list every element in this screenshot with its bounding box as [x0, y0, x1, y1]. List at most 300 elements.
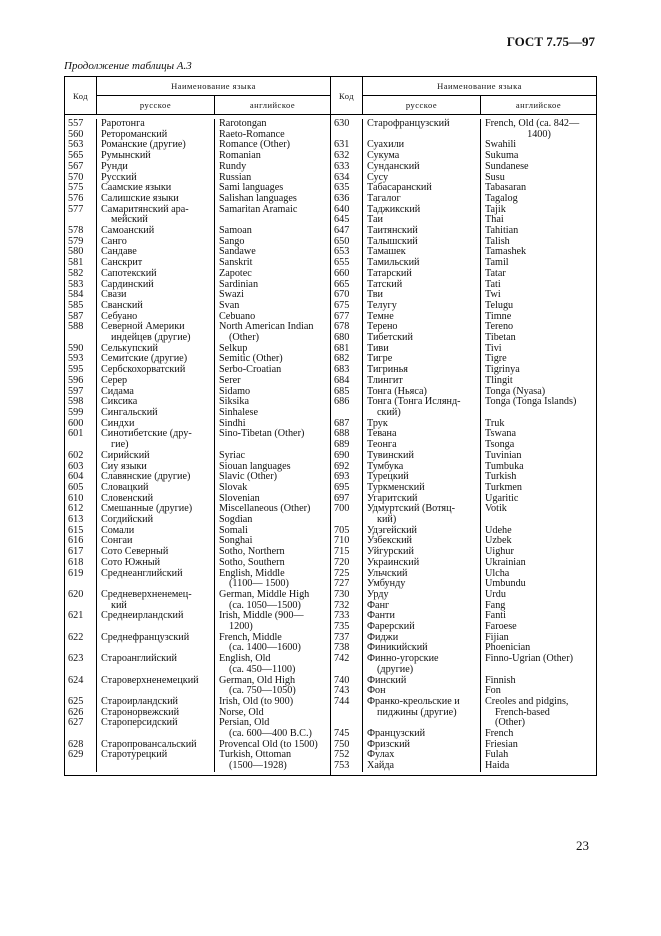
- language-name-russian: Теонга: [362, 440, 481, 451]
- language-name-russian: Фризский: [362, 740, 481, 751]
- language-code: 744: [334, 695, 350, 707]
- language-code: 750: [334, 738, 350, 750]
- language-name-english: Persian, Old: [214, 718, 331, 729]
- language-code: 636: [334, 192, 350, 204]
- language-name-english: Slovak: [214, 483, 331, 494]
- language-name-russian: Хайда: [362, 761, 481, 772]
- language-code: 617: [68, 546, 84, 558]
- language-name-russian: Словенский: [96, 494, 215, 505]
- language-name-english: Siouan languages: [214, 462, 331, 473]
- language-name-english: Tahitian: [480, 226, 597, 237]
- language-code: 580: [68, 246, 84, 258]
- language-name-russian: [96, 761, 215, 772]
- language-name-english: Irish, Old (to 900): [214, 697, 331, 708]
- language-name-russian: Свази: [96, 290, 215, 301]
- language-code: 686: [334, 396, 350, 408]
- language-code: 705: [334, 524, 350, 536]
- language-name-english: Serbo-Croatian: [214, 365, 331, 376]
- language-name-english: 1400): [480, 130, 597, 141]
- language-code: 742: [334, 653, 350, 665]
- language-name-russian: Тигринья: [362, 365, 481, 376]
- language-name-english: Cebuano: [214, 312, 331, 323]
- language-name-english: Sango: [214, 237, 331, 248]
- language-name-english: Sardinian: [214, 280, 331, 291]
- language-name-english: Umbundu: [480, 579, 597, 590]
- language-code: 579: [68, 235, 84, 247]
- language-code: 590: [68, 342, 84, 354]
- language-name-russian: Раротонга: [96, 119, 215, 130]
- language-name-russian: индейцев (другие): [96, 333, 215, 344]
- language-name-english: English, Middle: [214, 569, 331, 580]
- language-name-english: Ulcha: [480, 569, 597, 580]
- language-code: 597: [68, 385, 84, 397]
- language-name-russian: Самаритянский ара-: [96, 205, 215, 216]
- language-name-english: (Other): [214, 333, 331, 344]
- language-name-english: Sanskrit: [214, 258, 331, 269]
- language-code: 738: [334, 642, 350, 654]
- language-code: 623: [68, 653, 84, 665]
- language-name-russian: Средневерхненемец-: [96, 590, 215, 601]
- language-code: 752: [334, 749, 350, 761]
- language-name-russian: Салишские языки: [96, 194, 215, 205]
- language-name-english: Turkish: [480, 472, 597, 483]
- language-name-english: (ca. 450—1100): [214, 665, 331, 676]
- language-name-russian: Удэгейский: [362, 526, 481, 537]
- language-name-russian: Таи: [362, 215, 481, 226]
- language-name-russian: Суахили: [362, 140, 481, 151]
- language-code: 653: [334, 246, 350, 258]
- language-code: 683: [334, 364, 350, 376]
- language-code: 626: [68, 706, 84, 718]
- language-code: 715: [334, 546, 350, 558]
- language-name-russian: мейский: [96, 215, 215, 226]
- language-name-russian: Ульчский: [362, 569, 481, 580]
- language-name-russian: Табасаранский: [362, 183, 481, 194]
- language-name-russian: Сванский: [96, 301, 215, 312]
- language-name-russian: Смешанные (другие): [96, 504, 215, 515]
- language-name-english: Ukrainian: [480, 558, 597, 569]
- language-code: 682: [334, 353, 350, 365]
- language-name-english: Tabasaran: [480, 183, 597, 194]
- language-name-russian: Терено: [362, 322, 481, 333]
- language-name-english: Siksika: [214, 397, 331, 408]
- language-name-russian: Русский: [96, 173, 215, 184]
- language-code: 588: [68, 321, 84, 333]
- language-name-english: French-based: [480, 708, 597, 719]
- language-name-russian: Санскрит: [96, 258, 215, 269]
- language-name-english: Fulah: [480, 750, 597, 761]
- language-name-russian: Сусу: [362, 173, 481, 184]
- language-name-english: Tamil: [480, 258, 597, 269]
- language-name-russian: Романские (другие): [96, 140, 215, 151]
- language-code: 587: [68, 310, 84, 322]
- language-name-russian: Узбекский: [362, 536, 481, 547]
- language-name-russian: Финский: [362, 676, 481, 687]
- language-code: 585: [68, 299, 84, 311]
- language-name-russian: (другие): [362, 665, 481, 676]
- language-name-russian: Финикийский: [362, 643, 481, 654]
- language-name-english: Sandawe: [214, 247, 331, 258]
- language-code: 692: [334, 460, 350, 472]
- language-name-english: Norse, Old: [214, 708, 331, 719]
- language-name-english: Tivi: [480, 344, 597, 355]
- language-name-russian: Рунди: [96, 162, 215, 173]
- language-name-russian: Тамашек: [362, 247, 481, 258]
- language-name-russian: Тонга (Ньяса): [362, 387, 481, 398]
- language-code: 619: [68, 567, 84, 579]
- language-name-english: Syriac: [214, 451, 331, 462]
- language-name-russian: Староирландский: [96, 697, 215, 708]
- language-name-english: Tati: [480, 280, 597, 291]
- language-name-english: Sundanese: [480, 162, 597, 173]
- table-continuation-caption: Продолжение таблицы А.3: [64, 60, 192, 72]
- language-name-english: Rarotongan: [214, 119, 331, 130]
- language-code: [65, 665, 97, 676]
- language-name-russian: Фанг: [362, 601, 481, 612]
- language-name-english: Sidamo: [214, 387, 331, 398]
- language-code: 697: [334, 492, 350, 504]
- language-code: 743: [334, 685, 350, 697]
- language-code: 745: [334, 728, 350, 740]
- language-code: 677: [334, 310, 350, 322]
- language-name-english: Tigre: [480, 354, 597, 365]
- language-name-russian: ский): [362, 408, 481, 419]
- language-name-english: Miscellaneous (Other): [214, 504, 331, 515]
- language-name-english: Sami languages: [214, 183, 331, 194]
- language-name-russian: Удмуртский (Вотяц-: [362, 504, 481, 515]
- language-code: 689: [334, 439, 350, 451]
- language-name-russian: Северной Америки: [96, 322, 215, 333]
- language-name-russian: Фарерский: [362, 622, 481, 633]
- language-code: 610: [68, 492, 84, 504]
- language-name-russian: Таджикский: [362, 205, 481, 216]
- language-name-russian: Саамские языки: [96, 183, 215, 194]
- russian-column-header-right: русское: [363, 96, 481, 115]
- language-code: 625: [68, 695, 84, 707]
- language-name-english: Tswana: [480, 429, 597, 440]
- language-code: 613: [68, 514, 84, 526]
- language-name-english: Samaritan Aramaic: [214, 205, 331, 216]
- language-name-english: Udehe: [480, 526, 597, 537]
- language-code: 599: [68, 406, 84, 418]
- language-code: 633: [334, 160, 350, 172]
- language-name-russian: Тлингит: [362, 376, 481, 387]
- language-name-english: Twi: [480, 290, 597, 301]
- language-name-russian: Сирийский: [96, 451, 215, 462]
- language-name-english: Turkmen: [480, 483, 597, 494]
- language-code: 622: [68, 631, 84, 643]
- language-name-english: Tigrinya: [480, 365, 597, 376]
- language-name-english: Tsonga: [480, 440, 597, 451]
- code-column-header-right: Код: [331, 77, 363, 115]
- language-code: 627: [68, 717, 84, 729]
- language-code: 727: [334, 578, 350, 590]
- language-name-english: Semitic (Other): [214, 354, 331, 365]
- language-code: 695: [334, 481, 350, 493]
- language-name-english: English, Old: [214, 654, 331, 665]
- language-name-english: Provencal Old (to 1500): [214, 740, 331, 751]
- language-name-russian: Тви: [362, 290, 481, 301]
- language-code: 630: [334, 118, 350, 129]
- language-code: 578: [68, 225, 84, 237]
- english-column-header-left: английское: [215, 96, 331, 115]
- language-code: 680: [334, 332, 350, 344]
- language-name-russian: Сидама: [96, 387, 215, 398]
- language-code: 631: [334, 139, 350, 151]
- language-name-russian: Фанти: [362, 611, 481, 622]
- language-name-russian: Самоанский: [96, 226, 215, 237]
- language-code: 582: [68, 267, 84, 279]
- language-name-russian: Синотибетские (дру-: [96, 429, 215, 440]
- language-name-russian: кий): [362, 515, 481, 526]
- language-name-russian: Тумбука: [362, 462, 481, 473]
- language-code: 650: [334, 235, 350, 247]
- language-code: 581: [68, 257, 84, 269]
- language-code: 690: [334, 449, 350, 461]
- language-name-russian: кий: [96, 601, 215, 612]
- language-name-english: Sukuma: [480, 151, 597, 162]
- language-name-english: Sino-Tibetan (Other): [214, 429, 331, 440]
- language-code: 620: [68, 588, 84, 600]
- language-name-russian: Умбунду: [362, 579, 481, 590]
- language-name-english: Irish, Middle (900—: [214, 611, 331, 622]
- language-name-russian: Уйгурский: [362, 547, 481, 558]
- language-name-russian: Тигре: [362, 354, 481, 365]
- language-name-russian: Себуано: [96, 312, 215, 323]
- language-name-russian: Турецкий: [362, 472, 481, 483]
- language-name-english: Creoles and pidgins,: [480, 697, 597, 708]
- language-code: 601: [68, 428, 84, 440]
- language-name-russian: Ретороманский: [96, 130, 215, 141]
- language-name-russian: Украинский: [362, 558, 481, 569]
- language-name-english: Urdu: [480, 590, 597, 601]
- language-name-english: Telugu: [480, 301, 597, 312]
- language-name-russian: Тагалог: [362, 194, 481, 205]
- page-number: 23: [576, 838, 589, 853]
- language-name-english: 1200): [214, 622, 331, 633]
- language-code: 563: [68, 139, 84, 151]
- language-name-russian: Телугу: [362, 301, 481, 312]
- language-name-english: (1500—1928): [214, 761, 331, 772]
- language-code: 618: [68, 556, 84, 568]
- language-code: 598: [68, 396, 84, 408]
- language-name-russian: Талышский: [362, 237, 481, 248]
- language-name-russian: Старофранцузский: [362, 119, 481, 130]
- language-name-russian: Сомали: [96, 526, 215, 537]
- language-name-english: Somali: [214, 526, 331, 537]
- language-code: 600: [68, 417, 84, 429]
- language-name-english: Romance (Other): [214, 140, 331, 151]
- language-name-english: North American Indian: [214, 322, 331, 333]
- language-code: 604: [68, 471, 84, 483]
- left-entries-grid: [65, 119, 330, 772]
- language-code: 665: [334, 278, 350, 290]
- language-code: 621: [68, 610, 84, 622]
- language-name-russian: Тевана: [362, 429, 481, 440]
- language-code: 584: [68, 289, 84, 301]
- language-name-russian: Славянские (другие): [96, 472, 215, 483]
- language-code: 593: [68, 353, 84, 365]
- language-name-russian: Таитянский: [362, 226, 481, 237]
- language-name-english: Tagalog: [480, 194, 597, 205]
- language-name-russian: Фиджи: [362, 633, 481, 644]
- language-code: 647: [334, 225, 350, 237]
- language-name-russian: Среднефранцузский: [96, 633, 215, 644]
- language-name-english: Tatar: [480, 269, 597, 280]
- language-name-english: Tlingit: [480, 376, 597, 387]
- language-name-english: Tuvinian: [480, 451, 597, 462]
- language-name-russian: Тамильский: [362, 258, 481, 269]
- language-name-english: Russian: [214, 173, 331, 184]
- language-name-russian: Туркменский: [362, 483, 481, 494]
- language-code: 570: [68, 171, 84, 183]
- language-name-english: French, Middle: [214, 633, 331, 644]
- language-name-russian: Трук: [362, 419, 481, 430]
- language-name-english: Fanti: [480, 611, 597, 622]
- left-half-entries: [65, 115, 331, 776]
- language-name-english: Votik: [480, 504, 597, 515]
- language-name-russian: [96, 665, 215, 676]
- language-name-russian: Среднеирландский: [96, 611, 215, 622]
- language-code: 635: [334, 182, 350, 194]
- language-name-russian: Урду: [362, 590, 481, 601]
- language-name-english: Truk: [480, 419, 597, 430]
- language-code: 628: [68, 738, 84, 750]
- language-code: 660: [334, 267, 350, 279]
- language-name-english: Tonga (Tonga Islands): [480, 397, 597, 408]
- language-name-english: (Other): [480, 718, 597, 729]
- language-name-russian: Темне: [362, 312, 481, 323]
- language-name-english: Finnish: [480, 676, 597, 687]
- language-name-english: (1100— 1500): [214, 579, 331, 590]
- language-name-english: Salishan languages: [214, 194, 331, 205]
- language-name-russian: Франко-креольские и: [362, 697, 481, 708]
- language-name-russian: Тонга (Тонга Ислянд-: [362, 397, 481, 408]
- language-code: 693: [334, 471, 350, 483]
- language-name-english: German, Old High: [214, 676, 331, 687]
- language-code: 740: [334, 674, 350, 686]
- language-name-russian: Синдхи: [96, 419, 215, 430]
- language-name-english: Tibetan: [480, 333, 597, 344]
- language-code: 603: [68, 460, 84, 472]
- language-name-english: (ca. 1400—1600): [214, 643, 331, 654]
- language-code: 655: [334, 257, 350, 269]
- language-code: 737: [334, 631, 350, 643]
- language-code: 629: [68, 749, 84, 761]
- language-name-russian: Татарский: [362, 269, 481, 280]
- language-name-russian: Старoверхненемецкий: [96, 676, 215, 687]
- language-name-english: Zapotec: [214, 269, 331, 280]
- language-name-english: Friesian: [480, 740, 597, 751]
- language-code: 732: [334, 599, 350, 611]
- language-name-russian: Сото Южный: [96, 558, 215, 569]
- language-code: 675: [334, 299, 350, 311]
- language-name-english: Selkup: [214, 344, 331, 355]
- language-name-english: Susu: [480, 173, 597, 184]
- language-name-english: Serer: [214, 376, 331, 387]
- language-code: 616: [68, 535, 84, 547]
- language-name-english: Fijian: [480, 633, 597, 644]
- language-name-russian: гие): [96, 440, 215, 451]
- language-name-english: Sinhalese: [214, 408, 331, 419]
- language-name-english: Fang: [480, 601, 597, 612]
- language-name-russian: Сингальский: [96, 408, 215, 419]
- language-code: 576: [68, 192, 84, 204]
- language-name-russian: Сото Северный: [96, 547, 215, 558]
- language-name-english: Sotho, Northern: [214, 547, 331, 558]
- language-name-russian: Татский: [362, 280, 481, 291]
- language-name-russian: Словацкий: [96, 483, 215, 494]
- language-name-english: Slavic (Other): [214, 472, 331, 483]
- language-name-russian: Среднеанглийский: [96, 569, 215, 580]
- language-code: 645: [334, 214, 350, 226]
- name-group-header-right: Наименование языка: [363, 77, 597, 96]
- language-code: 720: [334, 556, 350, 568]
- language-code: 567: [68, 160, 84, 172]
- language-code: 557: [68, 118, 84, 129]
- language-name-english: Haida: [480, 761, 597, 772]
- language-code: 615: [68, 524, 84, 536]
- language-name-russian: Семитские (другие): [96, 354, 215, 365]
- language-name-english: Sogdian: [214, 515, 331, 526]
- language-code: 596: [68, 374, 84, 386]
- language-name-english: Songhai: [214, 536, 331, 547]
- language-name-english: Fon: [480, 686, 597, 697]
- language-name-english: Rundy: [214, 162, 331, 173]
- language-code: 710: [334, 535, 350, 547]
- language-name-russian: Финно-угорские: [362, 654, 481, 665]
- language-name-russian: Согдийский: [96, 515, 215, 526]
- language-name-english: Tumbuka: [480, 462, 597, 473]
- language-name-english: Timne: [480, 312, 597, 323]
- language-name-russian: Сукума: [362, 151, 481, 162]
- language-name-english: [480, 665, 597, 676]
- language-name-russian: Селькупский: [96, 344, 215, 355]
- language-code: 624: [68, 674, 84, 686]
- language-code: 583: [68, 278, 84, 290]
- language-name-russian: Сиу языки: [96, 462, 215, 473]
- language-name-russian: Сонгаи: [96, 536, 215, 547]
- language-code: 733: [334, 610, 350, 622]
- language-name-english: Talish: [480, 237, 597, 248]
- language-name-english: Swazi: [214, 290, 331, 301]
- language-code: 560: [68, 128, 84, 140]
- language-code: [65, 761, 97, 772]
- language-name-english: Slovenian: [214, 494, 331, 505]
- language-name-english: Samoan: [214, 226, 331, 237]
- language-code: 565: [68, 150, 84, 162]
- language-code: 685: [334, 385, 350, 397]
- language-code: 670: [334, 289, 350, 301]
- language-codes-table: [64, 76, 597, 776]
- language-name-russian: Сиксика: [96, 397, 215, 408]
- language-name-english: (ca. 1050—1500): [214, 601, 331, 612]
- right-entries-grid: [331, 119, 596, 772]
- language-name-russian: Тиви: [362, 344, 481, 355]
- language-name-english: Tereno: [480, 322, 597, 333]
- language-name-russian: Фулах: [362, 750, 481, 761]
- language-code: [331, 665, 363, 676]
- language-code: 640: [334, 203, 350, 215]
- language-code: 725: [334, 567, 350, 579]
- language-code: 575: [68, 182, 84, 194]
- language-code: 753: [334, 760, 350, 772]
- language-code: 684: [334, 374, 350, 386]
- language-name-english: Sotho, Southern: [214, 558, 331, 569]
- language-code: 730: [334, 588, 350, 600]
- language-name-russian: Старопровансальский: [96, 740, 215, 751]
- name-group-header-left: Наименование языка: [97, 77, 331, 96]
